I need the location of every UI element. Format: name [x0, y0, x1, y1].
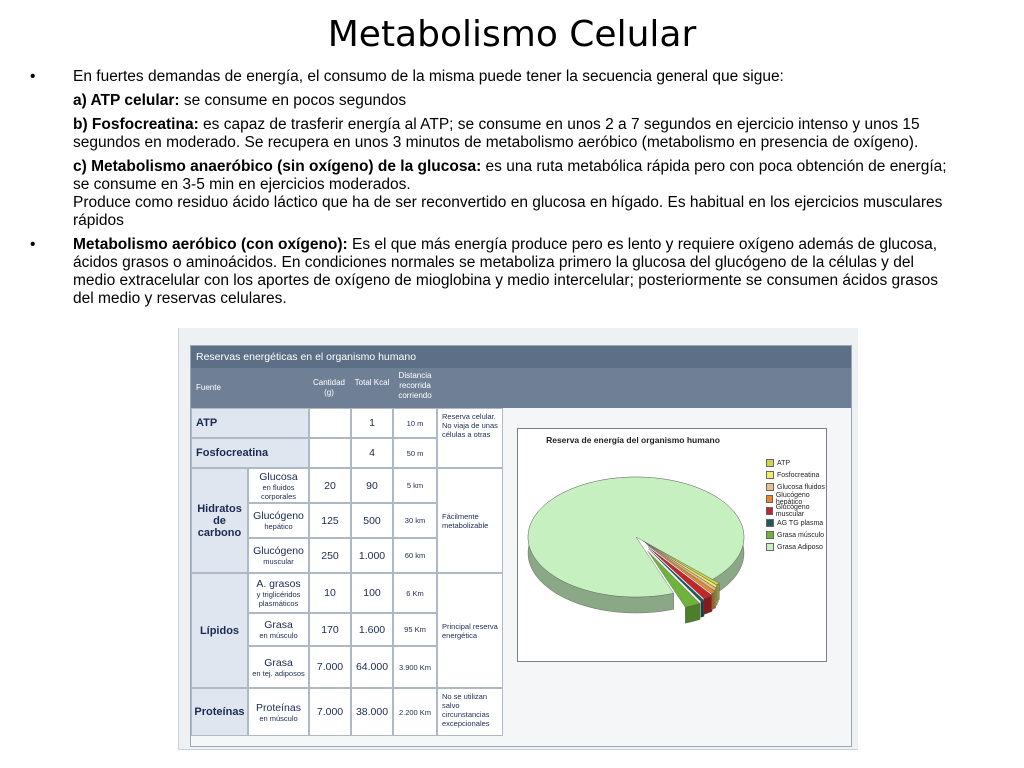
legend-swatch [766, 531, 774, 539]
legend-swatch [766, 543, 774, 551]
pie-slice-side-0 [717, 583, 720, 600]
row-glucogeno-muscular-kcal: 1.000 [351, 538, 393, 573]
row-grasa-musculo-kcal: 1.600 [351, 613, 393, 646]
item-c-label: c) Metabolismo anaeróbico (sin oxígeno) de la glucosa: [73, 158, 482, 175]
row-glucogeno-hepatico-distancia: 30 km [393, 503, 437, 538]
item-b-text: es capaz de trasferir energía al ATP; se consume en unos 2 a 7 segundos en ejercicio intenso y unos 15 segundos en moderado. Se recupera en unos 3 minutos de metabolismo aeróbico (metabolismo en presencia de oxígeno). [73, 116, 920, 151]
row-glucosa-cantidad: 20 [309, 468, 351, 503]
group-proteinas: Proteínas [191, 688, 248, 736]
legend-label: Glucosa fluidos [777, 483, 825, 491]
chart-legend [766, 457, 826, 553]
bullet-2-label: Metabolismo aeróbico (con oxígeno): [73, 236, 348, 253]
bullet-glyph: • [30, 236, 36, 253]
row-atp-cantidad [309, 408, 351, 438]
row-proteinas-distancia: 2.200 Km [393, 688, 437, 736]
legend-item [766, 529, 826, 541]
table-title: Reservas energéticas en el organismo humano [191, 346, 851, 368]
row-glucogeno-hepatico-cantidad: 125 [309, 503, 351, 538]
legend-swatch [766, 471, 774, 479]
energy-reserves-table [190, 345, 852, 747]
item-c [28, 158, 958, 230]
row-glucogeno-muscular-name [248, 538, 309, 573]
energy-reserves-figure [178, 328, 858, 750]
item-a-text: se consume en pocos segundos [179, 92, 407, 109]
group-lipidos: Lípidos [191, 573, 248, 688]
legend-swatch [766, 507, 773, 515]
row-proteinas-kcal: 38.000 [351, 688, 393, 736]
row-grasa-adiposo-cantidad: 7.000 [309, 646, 351, 688]
row-grasa-adiposo-distancia: 3.900 Km [393, 646, 437, 688]
slide-body [28, 68, 958, 314]
item-a [28, 92, 958, 110]
legend-item [766, 517, 826, 529]
row-atp-fuente: ATP [191, 408, 309, 438]
legend-swatch [766, 459, 774, 467]
legend-item [766, 469, 826, 481]
bullet-1 [28, 68, 958, 86]
slide-title: Metabolismo Celular [327, 14, 697, 55]
bullet-2 [28, 236, 958, 308]
bullet-1-text: En fuertes demandas de energía, el consumo de la misma puede tener la secuencia general que sigue: [73, 68, 784, 85]
row-glucogeno-hepatico-title: Glucógeno [253, 510, 304, 522]
row-grasa-adiposo-title: Grasa [264, 656, 293, 669]
row-fosfo-fuente: Fosfocreatina [191, 438, 309, 468]
row-ag-sub: y triglicéridos plasmáticos [256, 590, 301, 608]
row-grasa-adiposo-name [248, 646, 309, 688]
legend-swatch [766, 519, 774, 527]
legend-swatch [766, 495, 773, 503]
row-proteinas-name [248, 688, 309, 736]
row-glucogeno-hepatico-kcal: 500 [351, 503, 393, 538]
legend-label: ATP [777, 459, 791, 467]
legend-item [766, 457, 826, 469]
pie-chart-svg [518, 437, 758, 662]
table-header [191, 368, 851, 408]
legend-label: Grasa Adiposo [777, 543, 823, 551]
legend-item [766, 541, 826, 553]
row-glucosa-title: Glucosa [259, 470, 298, 483]
row-grasa-adiposo-kcal: 64.000 [351, 646, 393, 688]
header-total: Total Kcal [354, 378, 390, 387]
row-glucogeno-muscular-distancia: 60 km [393, 538, 437, 573]
row-ag-name [248, 573, 309, 613]
row-atp-distancia: 10 m [393, 408, 437, 438]
chart-title: Reserva de energía del organismo humano [546, 435, 720, 445]
note-reserva-celular: Reserva celular. No viaja de unas células a otras [437, 408, 503, 468]
row-ag-cantidad: 10 [309, 573, 351, 613]
row-grasa-musculo-name [248, 613, 309, 646]
row-grasa-musculo-title: Grasa [264, 619, 293, 631]
row-glucosa-sub: en fluidos corporales [260, 482, 297, 501]
legend-swatch [766, 483, 774, 491]
item-c-text: es una ruta metabólica rápida pero con poca obtención de energía; se consume en 3-5 min en ejercicios moderados. [73, 158, 947, 193]
note-principal-reserva: Principal reserva energética [437, 573, 503, 688]
row-glucogeno-hepatico-name [248, 503, 309, 538]
pie-chart [517, 428, 827, 662]
legend-label: Glucógeno hepático [775, 492, 810, 506]
item-a-label: a) ATP celular: [73, 92, 180, 109]
note-facilmente: Fácilmente metabolizable [437, 468, 503, 573]
item-b [28, 116, 958, 152]
legend-item [766, 505, 826, 517]
item-b-label: b) Fosfocreatina: [73, 116, 199, 133]
row-grasa-adiposo-sub: en tej. adiposos [252, 668, 305, 678]
legend-label: Glucógeno muscular [775, 504, 810, 518]
row-fosfo-cantidad [309, 438, 351, 468]
row-ag-distancia: 6 Km [393, 573, 437, 613]
row-atp-kcal: 1 [351, 408, 393, 438]
header-fuente: Fuente [196, 383, 221, 392]
item-c-text-2: Produce como residuo ácido láctico que ha de ser reconvertido en glucosa en hígado. Es habitual en los ejercicios musculares rápidos [73, 194, 943, 229]
row-fosfo-distancia: 50 m [393, 438, 437, 468]
row-glucogeno-muscular-cantidad: 250 [309, 538, 351, 573]
row-glucosa-name [248, 468, 309, 503]
row-grasa-musculo-sub: en músculo [259, 631, 298, 640]
bullet-glyph: • [30, 68, 36, 85]
note-no-se-utilizan: No se utilizan salvo circunstancias excepcionales [437, 688, 503, 736]
header-distancia: Distancia recorrida corriendo [398, 371, 432, 400]
row-glucogeno-muscular-sub: muscular [263, 557, 294, 566]
legend-label: Grasa músculo [777, 531, 825, 539]
row-grasa-musculo-distancia: 95 Km [393, 613, 437, 646]
row-ag-kcal: 100 [351, 573, 393, 613]
row-glucogeno-muscular-title: Glucógeno [253, 545, 304, 557]
legend-label: AG TG plasma [777, 519, 824, 527]
bullet-2-text: Es el que más energía produce pero es lento y requiere oxígeno además de glucosa, ácidos grasos o aminoácidos. En condiciones normales se metaboliza primero la glucosa del glucógeno de la células y del medio extracelular con los aportes de oxígeno de mioglobina y medio intercelular; posteriormente se consumen ácidos grasos del medio y reservas celulares. [73, 236, 939, 307]
row-proteinas-cantidad: 7.000 [309, 688, 351, 736]
row-glucosa-kcal: 90 [351, 468, 393, 503]
row-glucogeno-hepatico-sub: hepático [264, 522, 293, 531]
pie-slices [528, 477, 744, 623]
row-glucosa-distancia: 5 km [393, 468, 437, 503]
header-cantidad: Cantidad (g) [312, 378, 346, 397]
row-proteinas-title: Proteínas [256, 701, 301, 714]
row-grasa-musculo-cantidad: 170 [309, 613, 351, 646]
row-proteinas-sub: en músculo [259, 713, 298, 723]
row-fosfo-kcal: 4 [351, 438, 393, 468]
row-ag-title: A. grasos [256, 578, 301, 590]
group-hidratos: Hidratos de carbono [191, 468, 248, 573]
legend-label: Fosfocreatina [777, 471, 820, 479]
